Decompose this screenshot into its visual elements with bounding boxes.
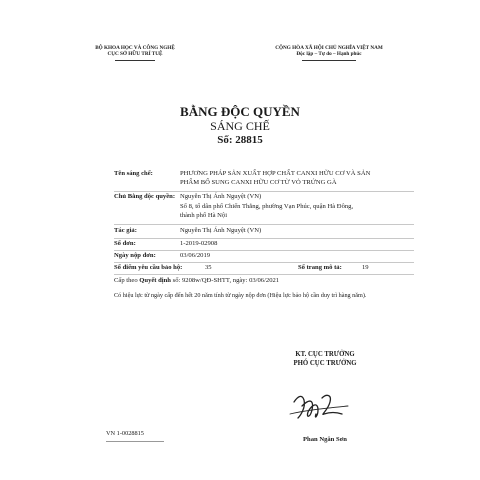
invention-name-line-2: PHẨM BỔ SUNG CANXI HỮU CƠ TỪ VỎ TRỨNG GÀ	[180, 179, 337, 186]
decision-detail: số: 9208w/QĐ-SHTT, ngày: 03/06/2021	[170, 277, 280, 284]
author-label: Tác giả:	[114, 227, 137, 234]
claims-label: Số điểm yêu cầu bảo hộ:	[114, 264, 183, 271]
handwritten-signature	[288, 388, 358, 424]
application-number-value: 1-2019-02908	[180, 240, 218, 247]
certificate-title: BẰNG ĐỘC QUYỀN	[180, 104, 300, 119]
divider	[114, 224, 414, 225]
divider	[114, 191, 414, 192]
invention-name-line-1: PHƯƠNG PHÁP SẢN XUẤT HỢP CHẤT CANXI HỮU CƠ VÀ SẢN	[180, 170, 371, 177]
signatory-title-line-2: PHÓ CỤC TRƯỞNG	[293, 360, 357, 367]
invention-name-label: Tên sáng chế:	[114, 170, 153, 177]
description-pages-value: 19	[362, 264, 369, 271]
motto: Độc lập – Tự do – Hạnh phúc	[296, 51, 362, 58]
serial-underline	[106, 441, 164, 442]
owner-address-line-2: thành phố Hà Nội	[180, 212, 228, 219]
signatory-title-line-1: KT. CỤC TRƯỞNG	[295, 351, 355, 358]
divider	[114, 262, 414, 263]
owner-label: Chủ Bằng độc quyền:	[114, 193, 176, 200]
decision-keyword: Quyết định	[139, 277, 171, 284]
description-pages-label: Số trang mô tả:	[298, 264, 342, 271]
divider	[114, 250, 414, 251]
owner-address-line-1: Số 8, tổ dân phố Chiến Thắng, phường Vạn Phúc, quận Hà Đông,	[180, 203, 354, 210]
decision-line	[114, 277, 414, 286]
owner-name: Nguyễn Thị Ánh Nguyệt (VN)	[180, 193, 262, 200]
motto-underline	[302, 60, 356, 61]
validity-statement: Có hiệu lực từ ngày cấp đến hết 20 năm tính từ ngày nộp đơn (Hiệu lực bảo hộ cần duy trì hàng năm).	[114, 292, 367, 299]
filing-date-label: Ngày nộp đơn:	[114, 252, 156, 259]
certificate-subtitle: SÁNG CHẾ	[210, 119, 270, 133]
office-name: CỤC SỞ HỮU TRÍ TUỆ	[107, 51, 163, 58]
divider	[114, 238, 414, 239]
national-motto	[250, 45, 408, 58]
country-name: CỘNG HÒA XÃ HỘI CHỦ NGHĨA VIỆT NAM	[275, 45, 383, 51]
application-number-label: Số đơn:	[114, 240, 136, 247]
issuer-header	[80, 45, 190, 58]
signatory-name: Phan Ngân Sơn	[303, 436, 347, 443]
issuer-underline	[115, 60, 155, 61]
decision-prefix: Cấp theo	[114, 277, 140, 284]
claims-value: 35	[205, 264, 212, 271]
certificate-number: Số: 28815	[217, 134, 263, 146]
filing-date-value: 03/06/2019	[180, 252, 211, 259]
ministry-name: BỘ KHOA HỌC VÀ CÔNG NGHỆ	[95, 45, 175, 51]
serial-number: VN 1-0028815	[106, 430, 144, 437]
signatory-title	[270, 350, 380, 368]
author-value: Nguyễn Thị Ánh Nguyệt (VN)	[180, 227, 262, 234]
divider	[114, 274, 414, 275]
